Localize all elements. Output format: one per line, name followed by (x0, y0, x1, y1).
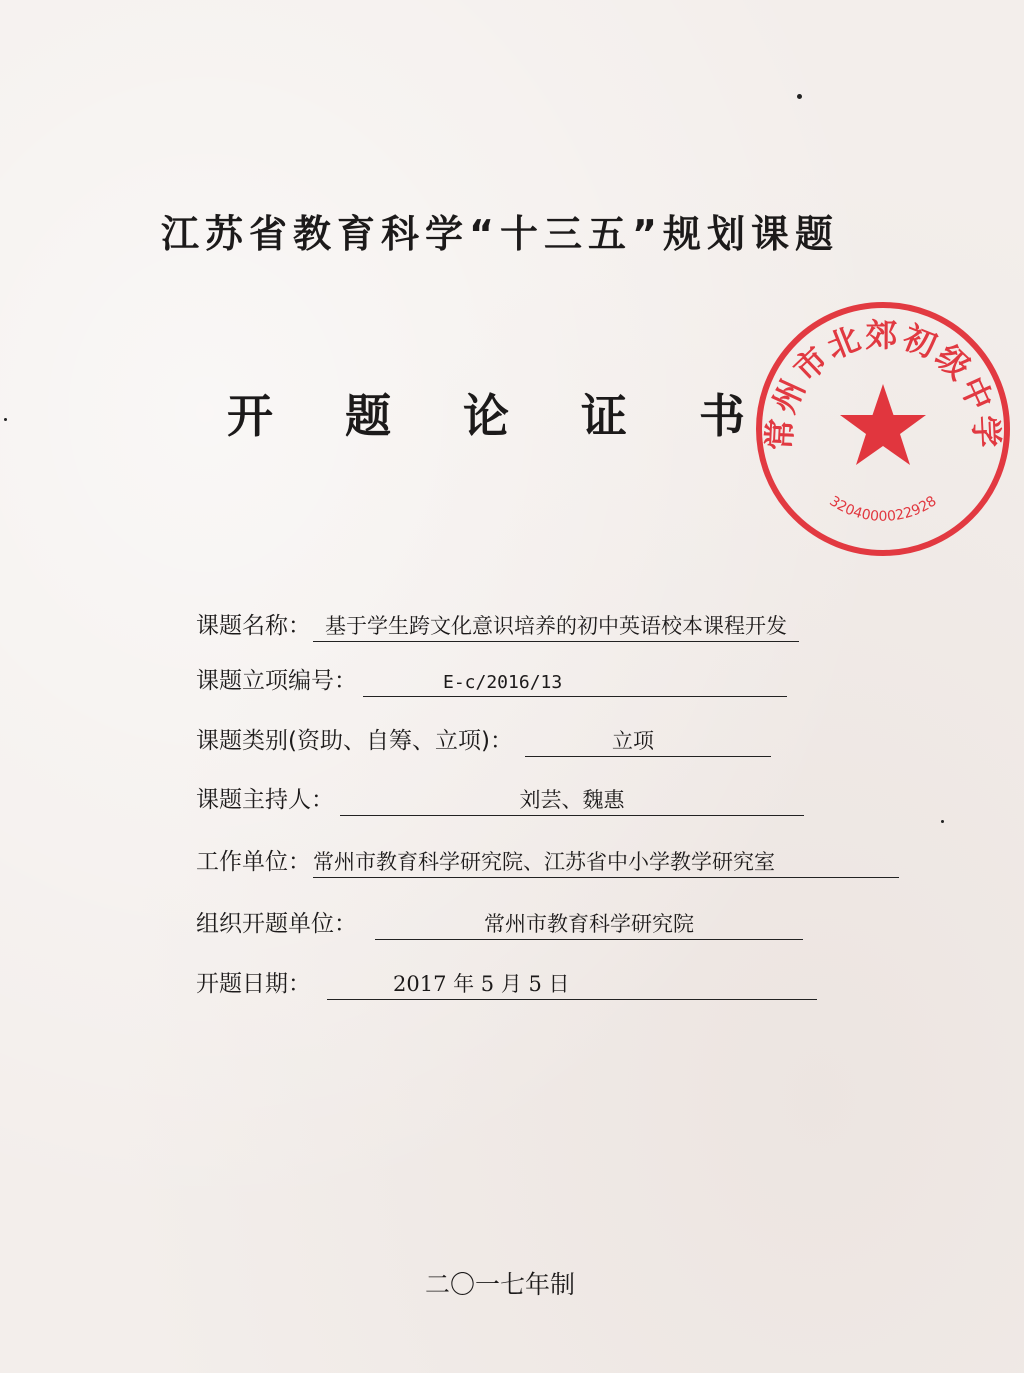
field-topic-category (196, 717, 771, 757)
field-project-number (196, 657, 787, 697)
field-value: 基于学生跨文化意识培养的初中英语校本课程开发 (325, 614, 787, 638)
field-value: 立项 (611, 729, 654, 753)
field-work-unit (196, 838, 899, 878)
field-value: 常州市教育科学研究院、江苏省中小学教学研究室 (313, 850, 775, 874)
seal-name-text: 常州市北郊初级中学 (760, 315, 1006, 452)
field-line (327, 963, 817, 1000)
footer-year: 二〇一七年制 (424, 1270, 575, 1299)
field-organizer (196, 900, 803, 940)
field-value: 常州市教育科学研究院 (484, 912, 694, 936)
field-value: 2017 年 5 月 5 日 (393, 972, 570, 996)
field-value: E-c/2016/13 (443, 672, 563, 693)
seal-code-text: 3204000022928 (826, 493, 940, 525)
field-value: 刘芸、魏惠 (519, 788, 625, 812)
field-label: 课题类别(资助、自筹、立项)： (196, 728, 513, 754)
field-line (375, 903, 803, 940)
field-label: 组织开题单位： (196, 911, 357, 937)
field-host (196, 776, 804, 816)
field-line (313, 841, 899, 878)
document-title: 开 题 论 证 书 (226, 389, 774, 443)
field-line (525, 720, 771, 757)
field-label: 课题立项编号： (196, 668, 357, 694)
field-label: 课题名称： (196, 613, 311, 639)
field-line (363, 660, 787, 697)
field-label: 开题日期： (196, 971, 311, 997)
field-line (313, 605, 799, 642)
field-label: 工作单位： (196, 849, 311, 875)
field-line (340, 779, 804, 816)
field-opening-date (196, 960, 817, 1000)
header-title: 江苏省教育科学“十三五”规划课题 (161, 212, 839, 256)
field-topic-name (196, 602, 799, 642)
field-label: 课题主持人： (196, 787, 334, 813)
